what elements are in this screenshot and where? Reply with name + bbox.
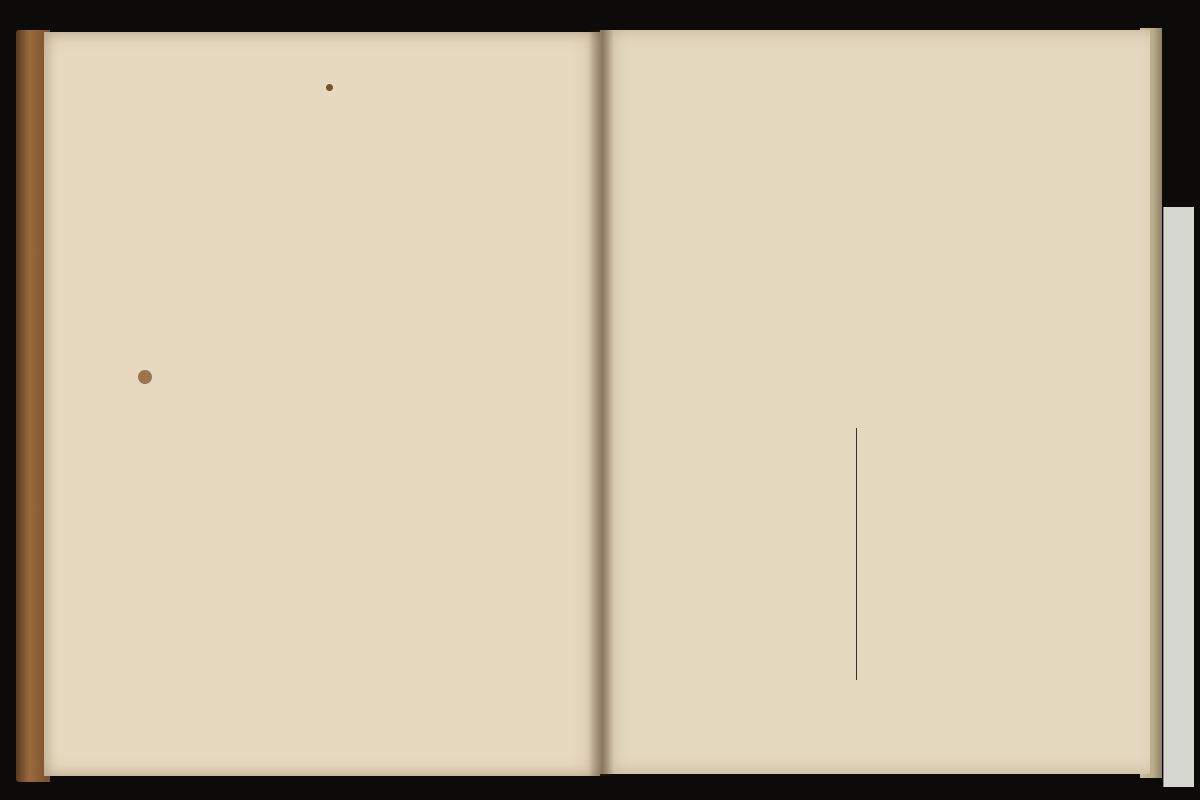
- scale-ruler: [1163, 207, 1194, 787]
- column-divider: [856, 428, 857, 680]
